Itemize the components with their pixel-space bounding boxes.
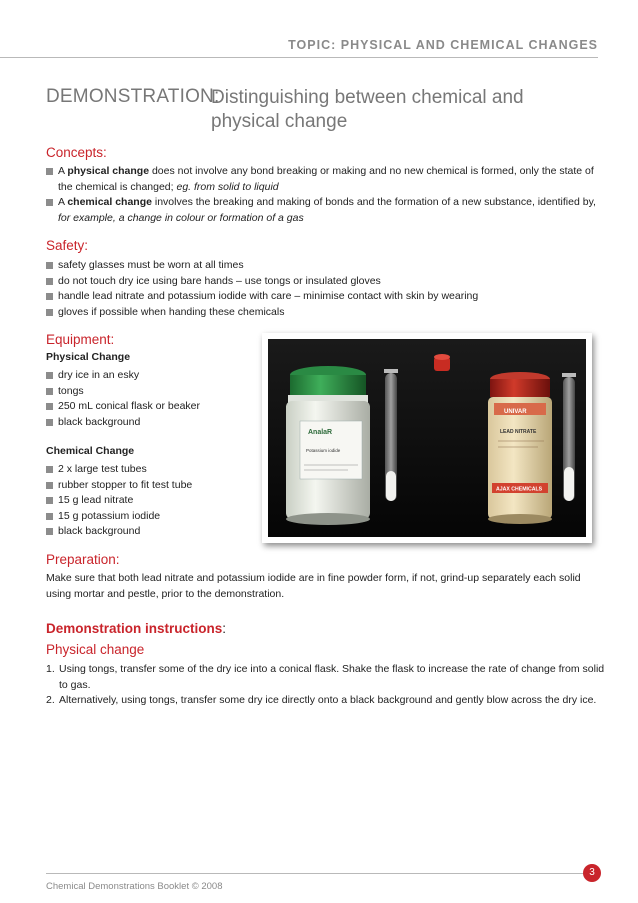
demonstration-title: Distinguishing between chemical and physical change bbox=[211, 87, 524, 132]
safety-list bbox=[46, 258, 601, 320]
chemical-change-subheading: Chemical Change bbox=[46, 445, 135, 457]
jar2-maker: AJAX CHEMICALS bbox=[496, 486, 543, 493]
jar2-brand: UNIVAR bbox=[504, 409, 527, 415]
physical-change-subheading: Physical Change bbox=[46, 351, 131, 363]
equipment-photo bbox=[262, 333, 592, 543]
concepts-list bbox=[46, 164, 601, 226]
list-item: black background bbox=[46, 524, 256, 540]
list-item: dry ice in an esky bbox=[46, 368, 256, 384]
jar1-label: Potassium iodide bbox=[306, 448, 341, 453]
list-item: tongs bbox=[46, 384, 256, 400]
preparation-text: Make sure that both lead nitrate and potassium iodide are in fine powder form, if not, grind-up separately each solid using mortar and pestle, prior to the demonstration. bbox=[46, 572, 581, 600]
topic-header: TOPIC: PHYSICAL AND CHEMICAL CHANGES bbox=[288, 38, 598, 52]
page-number: 3 bbox=[583, 864, 601, 882]
list-item: rubber stopper to fit test tube bbox=[46, 478, 256, 494]
list-item: A physical change does not involve any bond breaking or making and no new chemical is formed, only the state of the chemical is changed; eg. from solid to liquid bbox=[46, 164, 601, 195]
instructions-heading: Demonstration instructions: bbox=[46, 621, 227, 636]
list-item: 1. Using tongs, transfer some of the dry ice into a conical flask. Shake the flask to increase the rate of change from solid to gas. bbox=[46, 663, 605, 691]
jar1-brand: AnalaR bbox=[308, 429, 333, 436]
chemical-equipment-list bbox=[46, 462, 256, 540]
chemicals-photo-illustration bbox=[268, 339, 586, 537]
list-item: safety glasses must be worn at all times bbox=[46, 258, 601, 274]
equipment-heading: Equipment: bbox=[46, 332, 115, 347]
list-item: 2. Alternatively, using tongs, transfer some dry ice directly onto a black background and gently blow across the dry ice. bbox=[46, 694, 597, 706]
list-item: 250 mL conical flask or beaker bbox=[46, 399, 256, 415]
jar2-label: LEAD NITRATE bbox=[500, 429, 537, 435]
list-item: 15 g lead nitrate bbox=[46, 493, 256, 509]
list-item: gloves if possible when handing these chemicals bbox=[46, 305, 601, 321]
safety-heading: Safety: bbox=[46, 238, 89, 253]
list-item: do not touch dry ice using bare hands – use tongs or insulated gloves bbox=[46, 274, 601, 290]
list-item: 2 x large test tubes bbox=[46, 462, 256, 478]
instruction-steps bbox=[46, 662, 606, 709]
header-rule bbox=[0, 57, 598, 58]
list-item: handle lead nitrate and potassium iodide with care – minimise contact with skin by wearing bbox=[46, 289, 601, 305]
concepts-heading: Concepts: bbox=[46, 145, 107, 160]
list-item: 15 g potassium iodide bbox=[46, 509, 256, 525]
footer-text: Chemical Demonstrations Booklet © 2008 bbox=[46, 881, 223, 892]
physical-equipment-list bbox=[46, 368, 256, 430]
list-item: A chemical change involves the breaking and making of bonds and the formation of a new substance, identified by, for example, a change in colour or formation of a gas bbox=[46, 195, 601, 226]
footer-rule bbox=[46, 873, 598, 874]
preparation-heading: Preparation: bbox=[46, 552, 120, 567]
list-item: black background bbox=[46, 415, 256, 431]
physical-change-heading: Physical change bbox=[46, 642, 145, 657]
demonstration-label: DEMONSTRATION: bbox=[46, 86, 220, 107]
